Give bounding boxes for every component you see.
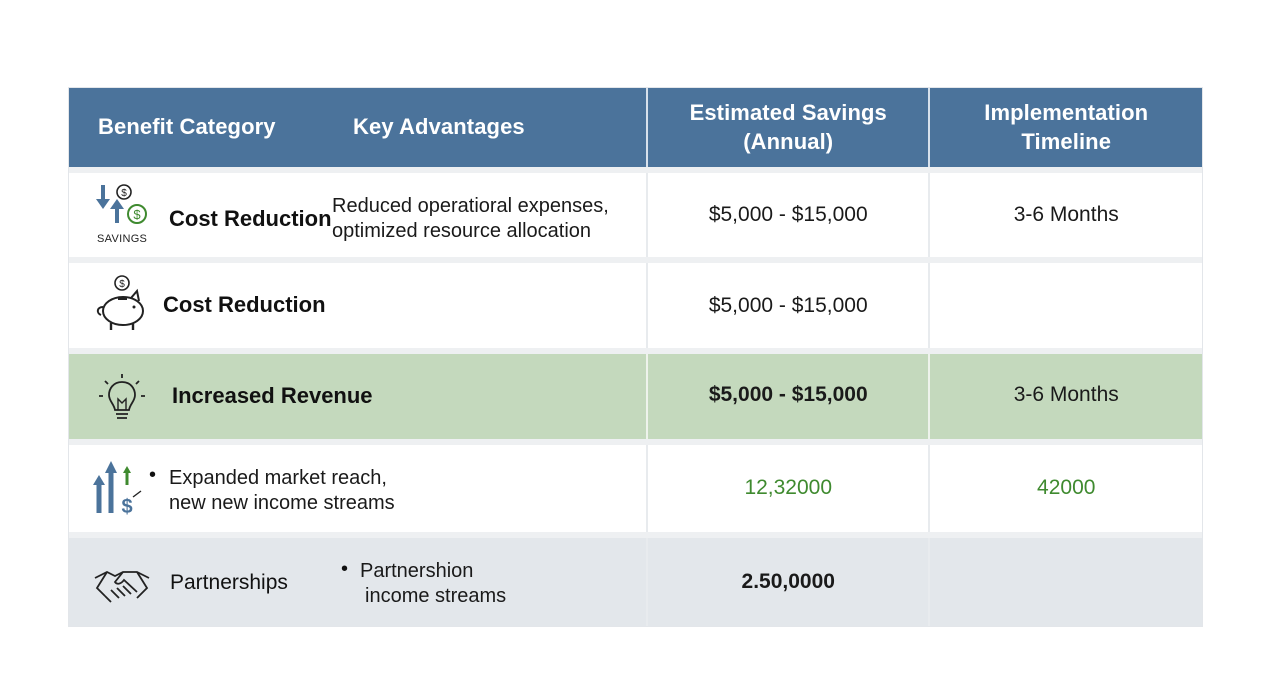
header-estimated-savings	[646, 88, 929, 167]
header-estimated-savings-line1: Estimated Savings	[689, 100, 887, 125]
table-row	[69, 445, 1202, 532]
timeline-value: 42000	[1037, 476, 1096, 499]
key-advantages-line1: Expanded market reach,	[169, 467, 387, 489]
header-timeline-line2: Timeline	[1021, 129, 1112, 154]
header-implementation-timeline	[928, 88, 1202, 167]
handshake-icon	[93, 566, 151, 606]
header-benefit-category: Benefit Category	[98, 114, 276, 139]
estimated-savings-value: 2.50,0000	[741, 570, 835, 593]
estimated-savings-value: $5,000 - $15,000	[708, 203, 868, 226]
timeline-value: 3-6 Months	[1013, 383, 1119, 406]
timeline-value: 3-6 Months	[1013, 203, 1119, 226]
key-advantages-line2: new new income streams	[169, 492, 395, 514]
benefits-table	[68, 87, 1203, 627]
savings-arrows-icon	[93, 183, 153, 233]
piggy-bank-icon	[93, 273, 153, 333]
benefit-category-label: Cost Reduction	[169, 206, 332, 231]
svg-text:$: $	[121, 496, 133, 517]
savings-icon-label: SAVINGS	[97, 233, 148, 245]
svg-text:$: $	[121, 188, 127, 199]
svg-text:$: $	[133, 207, 141, 222]
estimated-savings-value: $5,000 - $15,000	[708, 294, 868, 317]
benefit-category-label: Partnerships	[170, 571, 288, 594]
key-advantages-text	[169, 466, 395, 516]
table-row-highlighted	[69, 354, 1202, 439]
bullet-point: •	[341, 558, 349, 580]
header-estimated-savings-line2: (Annual)	[743, 129, 834, 154]
bullet-point: •	[149, 464, 157, 486]
key-advantages-line2: optimized resource allocation	[332, 220, 592, 242]
header-timeline-line1: Implementation	[984, 100, 1149, 125]
table-row	[69, 173, 1202, 257]
key-advantages-line1: Partnershion	[360, 560, 474, 582]
benefit-category-label: Cost Reduction	[163, 292, 326, 317]
estimated-savings-value: 12,32000	[744, 476, 833, 499]
key-advantages-line1: Reduced operatioral expenses,	[332, 195, 609, 217]
svg-text:$: $	[119, 279, 125, 290]
lightbulb-icon	[97, 372, 147, 424]
estimated-savings-value: $5,000 - $15,000	[708, 383, 868, 406]
table-header	[69, 88, 1202, 167]
table-row	[69, 263, 1202, 348]
header-key-advantages: Key Advantages	[353, 114, 525, 139]
key-advantages-text	[360, 559, 506, 609]
growth-arrows-dollar-icon	[93, 457, 149, 517]
key-advantages-line2: income streams	[365, 585, 507, 607]
benefit-category-label: Increased Revenue	[172, 383, 373, 408]
key-advantages-text	[332, 194, 609, 244]
table-row	[69, 538, 1202, 626]
header-category-advantages	[69, 88, 646, 167]
